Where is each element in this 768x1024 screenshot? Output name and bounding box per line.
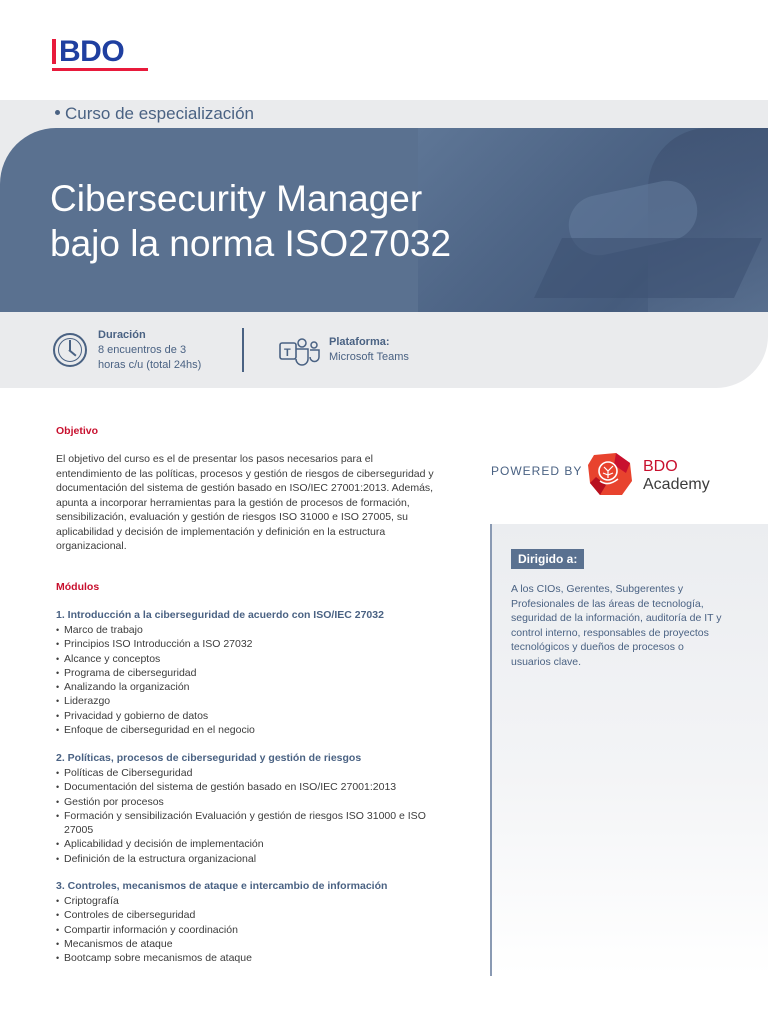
duration-line-1: 8 encuentros de 3 <box>98 344 187 356</box>
list-item: • Principios ISO Introducción a ISO 27032 <box>56 637 446 651</box>
logo-underline <box>52 68 148 71</box>
academy-brand-name: Academy <box>643 476 710 493</box>
module-1-title: 1. Introducción a la ciberseguridad de acuerdo con ISO/IEC 27032 <box>56 609 384 621</box>
logo-text: BDO <box>59 35 125 68</box>
duration-value <box>98 343 201 373</box>
list-item: • Formación y sensibilización Evaluación y gestión de riesgos ISO 31000 e ISO 27005 <box>56 809 441 838</box>
module-3-title: 3. Controles, mecanismos de ataque e intercambio de información <box>56 880 388 892</box>
course-type <box>55 104 254 124</box>
module-2-title: 2. Políticas, procesos de ciberseguridad y gestión de riesgos <box>56 752 362 764</box>
bdo-logo <box>52 36 148 72</box>
list-item: • Alcance y conceptos <box>56 652 446 666</box>
objective-text: El objetivo del curso es el de presentar los pasos necesarios para el entendimiento de las políticas, procesos y gestión de riesgos de ciberseguridad y documentación del sistema de gestión basado en ISO/IEC 27001:2013. Además, apunta a incorporar herramientas para la gestión de procesos de formación, sensibilización, evaluación y gestión de riesgos ISO 31000 e ISO 27005, su aplicabilidad y decisión de implementación y definición en la estructura organizacional. <box>56 453 434 552</box>
list-item: • Documentación del sistema de gestión basado en ISO/IEC 27001:2013 <box>56 780 441 794</box>
svg-text:T: T <box>284 347 291 359</box>
list-item: • Analizando la organización <box>56 680 446 694</box>
hero-banner <box>0 128 768 312</box>
list-item: • Privacidad y gobierno de datos <box>56 709 446 723</box>
list-item: • Compartir información y coordinación <box>56 923 446 937</box>
duration-line-2: horas c/u (total 24hs) <box>98 359 202 371</box>
academy-brand-bdo: BDO <box>643 458 678 475</box>
audience-label: Dirigido a: <box>511 549 584 569</box>
photo-laptop <box>534 238 762 298</box>
list-item: • Marco de trabajo <box>56 623 446 637</box>
list-item: • Políticas de Ciberseguridad <box>56 766 441 780</box>
duration-label: Duración <box>98 329 146 341</box>
modules-heading: Módulos <box>56 581 100 593</box>
list-item: • Criptografía <box>56 894 446 908</box>
title-line-2: bajo la norma ISO27032 <box>50 223 452 264</box>
list-item: • Aplicabilidad y decisión de implementación <box>56 837 441 851</box>
list-item: • Controles de ciberseguridad <box>56 908 446 922</box>
module-1-list <box>56 623 446 737</box>
title-line-1: Cibersecurity Manager <box>50 178 423 219</box>
logo-bar <box>52 39 56 64</box>
clock-icon <box>53 333 87 367</box>
module-3-list <box>56 894 446 965</box>
list-item: • Gestión por procesos <box>56 795 441 809</box>
info-divider <box>242 328 244 372</box>
bullet-dot <box>55 110 60 115</box>
course-type-label: Curso de especialización <box>65 104 254 123</box>
hero-photo <box>418 128 768 312</box>
objective-heading: Objetivo <box>56 425 99 437</box>
platform-value: Microsoft Teams <box>329 351 409 363</box>
page-title <box>50 176 451 266</box>
module-2-list <box>56 766 441 866</box>
list-item: • Liderazgo <box>56 694 446 708</box>
list-item: • Mecanismos de ataque <box>56 937 446 951</box>
academy-brain-icon <box>586 451 634 497</box>
powered-by-label: POWERED BY <box>491 464 583 478</box>
teams-icon <box>279 337 321 367</box>
course-info <box>0 312 768 388</box>
list-item: • Programa de ciberseguridad <box>56 666 446 680</box>
audience-text: A los CIOs, Gerentes, Subgerentes y Profesionales de las áreas de tecnología, seguridad de la información, auditoría de IT y control interno, responsables de proyectos tecnológicos y dueños de procesos o usuarios clave. <box>511 583 722 668</box>
platform-label: Plataforma: <box>329 336 390 348</box>
list-item: • Bootcamp sobre mecanismos de ataque <box>56 951 446 965</box>
list-item: • Enfoque de ciberseguridad en el negocio <box>56 723 446 737</box>
list-item: • Definición de la estructura organizacional <box>56 852 441 866</box>
